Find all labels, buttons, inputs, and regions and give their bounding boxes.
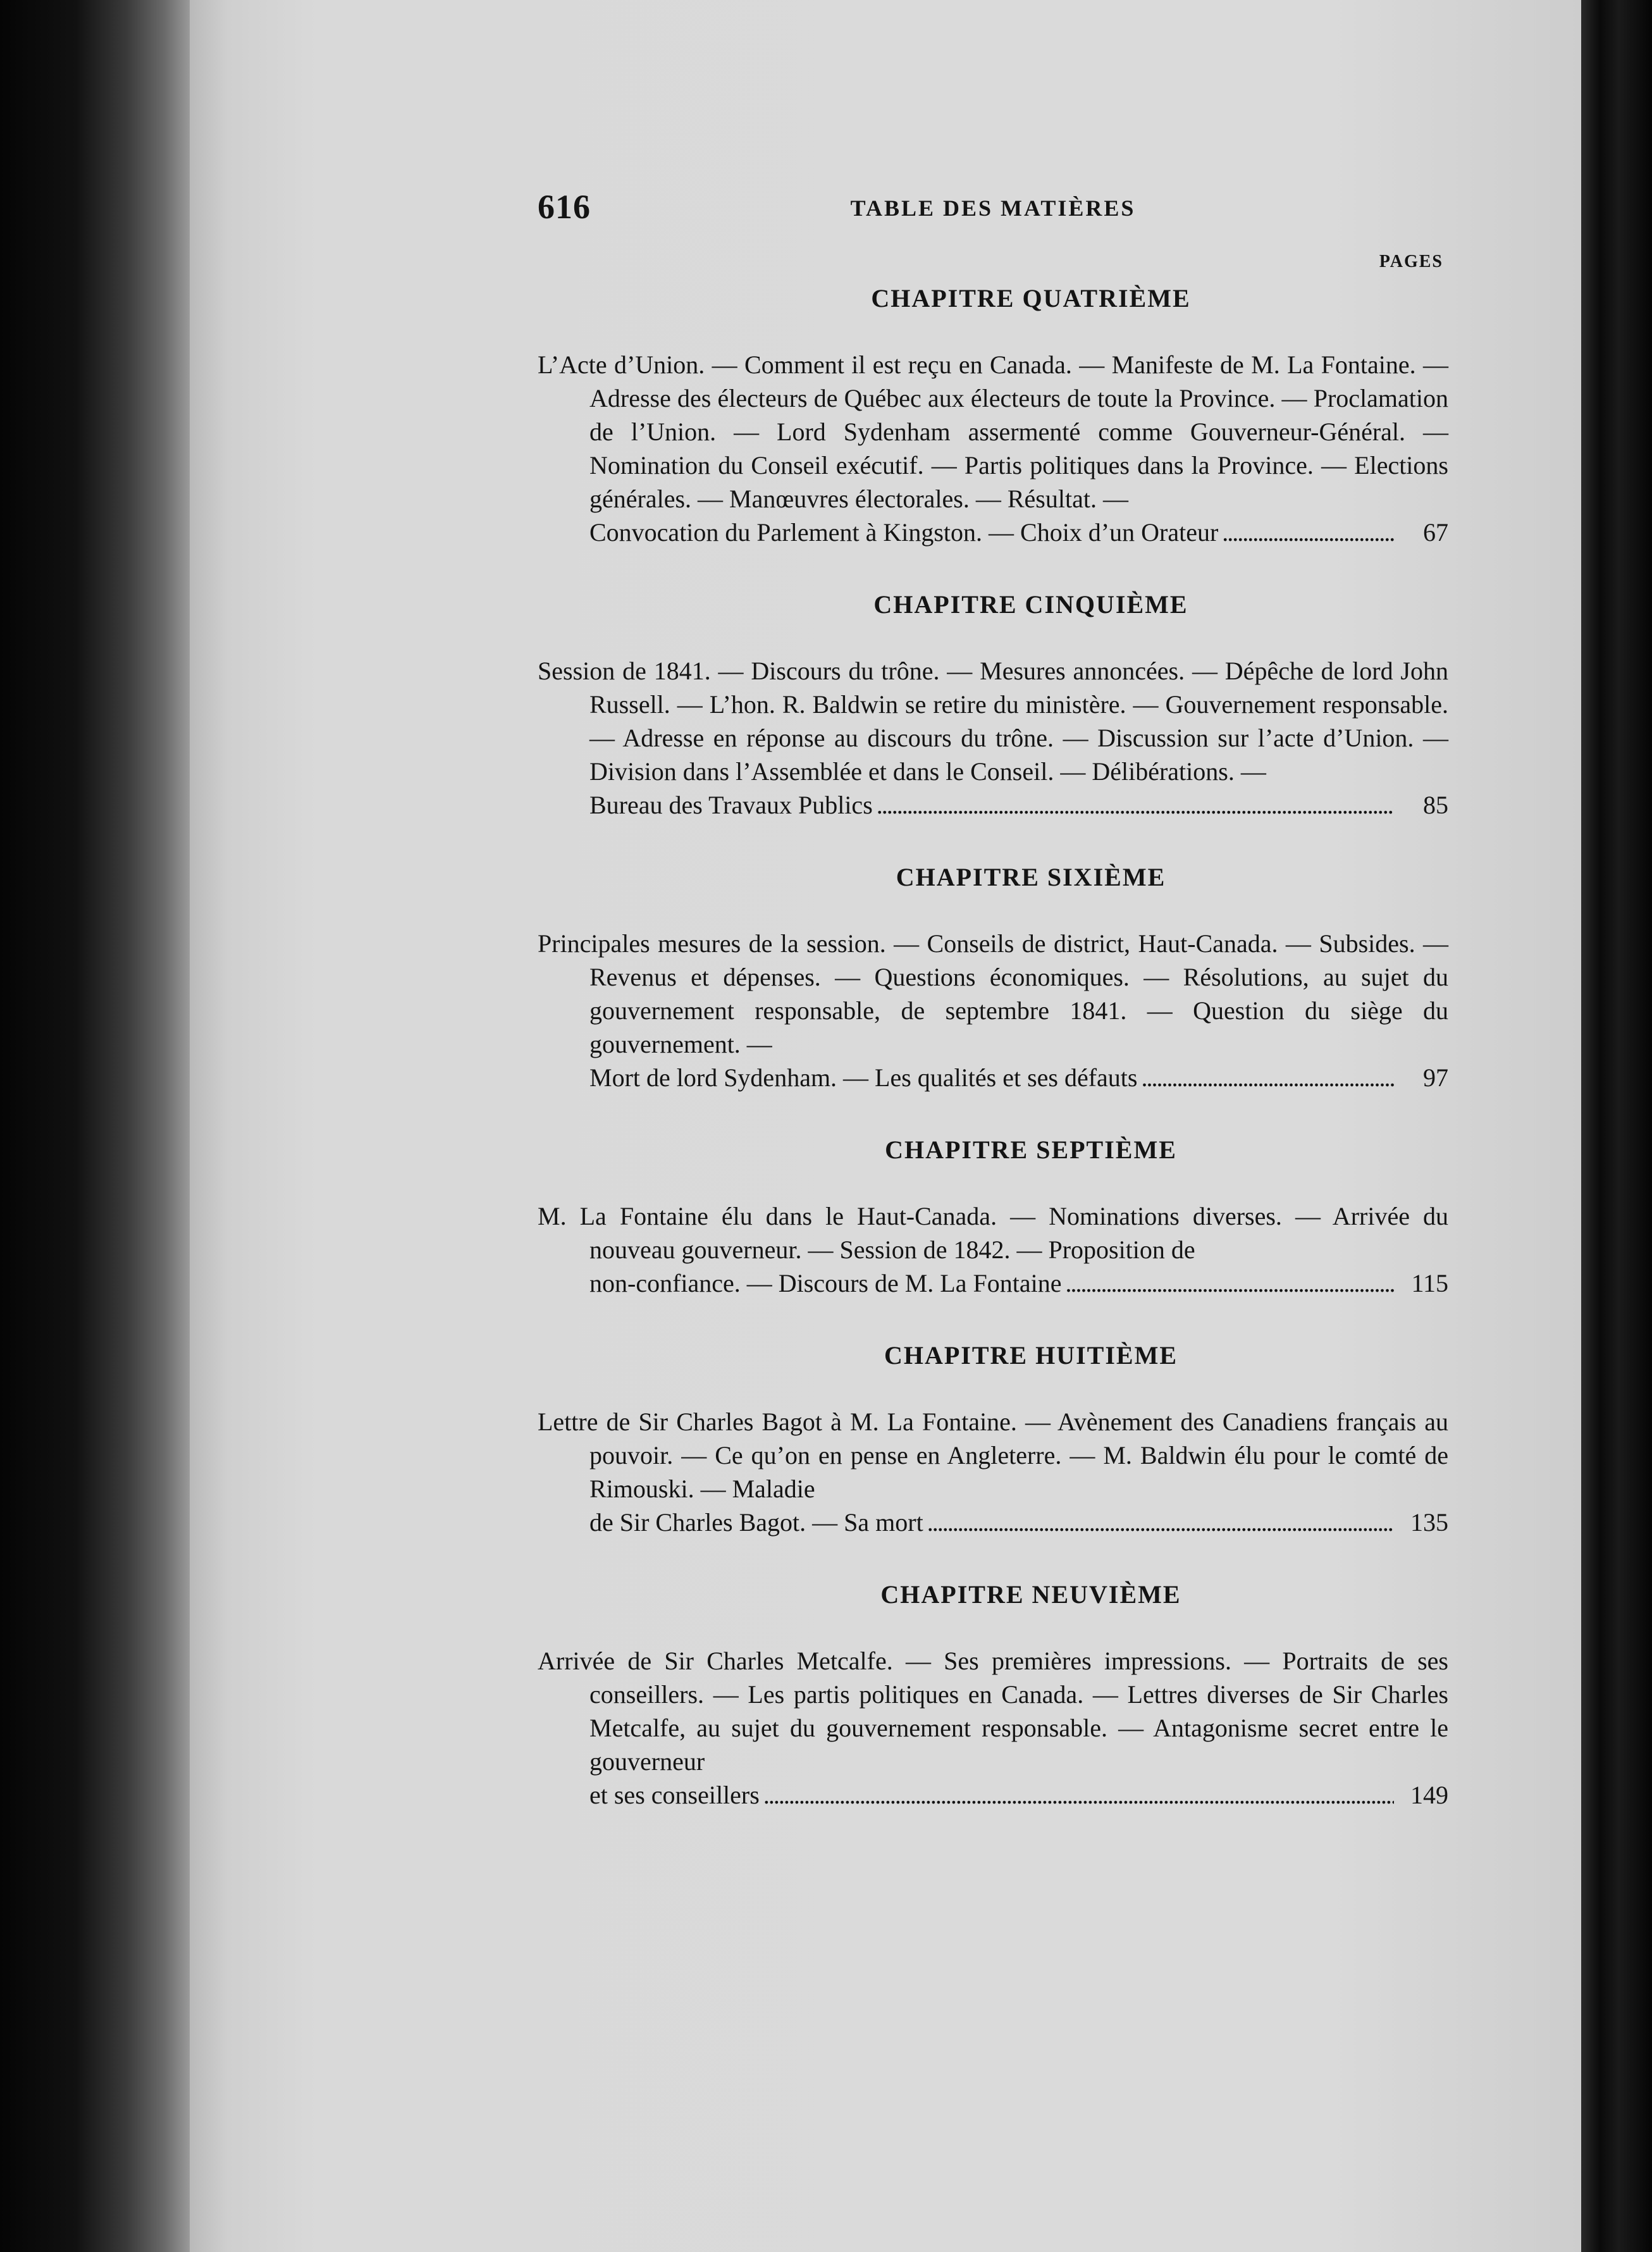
toc-chapter-4 — [538, 278, 1448, 549]
toc-chapter-8 — [538, 1335, 1448, 1539]
running-title: TABLE DES MATIÈRES — [850, 195, 1136, 221]
chapter-title: CHAPITRE SIXIÈME — [896, 863, 1166, 891]
chapter-summary-last-line — [589, 516, 1448, 549]
chapter-summary — [538, 927, 1448, 1094]
chapter-summary-text: M. La Fontaine élu dans le Haut-Canada. — Nominations diverses. — Arrivée du nouveau gouverneur. — Session de 1842. — Proposition de — [538, 1202, 1448, 1264]
chapter-summary-last-text: Convocation du Parlement à Kingston. — Choix d’un Orateur — [589, 518, 1219, 547]
page-header — [538, 187, 1448, 225]
chapter-summary-text: Principales mesures de la session. — Conseils de district, Haut-Canada. — Subsides. — Revenus et dépenses. — Questions économiques. — Résolutions, au sujet du gouvernement responsable, de septembre 1841. — Question du siège du gouvernement. — — [538, 929, 1448, 1058]
chapter-summary-text: L’Acte d’Union. — Comment il est reçu en Canada. — Manifeste de M. La Fontaine. — Adresse des électeurs de Québec aux électeurs de toute la Province. — Proclamation de l’Union. — Lord Sydenham assermenté comme Gouverneur-Général. — Nomination du Conseil exécutif. — Partis politiques dans la Province. — Elections générales. — Manœuvres électorales. — Résultat. — — [538, 350, 1448, 513]
chapter-page-ref: 115 — [1411, 1269, 1448, 1297]
chapter-title: CHAPITRE SEPTIÈME — [885, 1135, 1177, 1164]
chapter-summary-last-line — [589, 1266, 1448, 1300]
chapter-page-ref: 85 — [1423, 791, 1448, 819]
chapter-summary-last-text: Bureau des Travaux Publics — [589, 791, 873, 819]
chapter-summary — [538, 1644, 1448, 1812]
chapter-summary-last-text: et ses conseillers — [589, 1781, 760, 1809]
chapter-summary — [538, 1199, 1448, 1300]
dot-leader — [1141, 1061, 1394, 1094]
chapter-summary-text: Lettre de Sir Charles Bagot à M. La Fontaine. — Avènement des Canadiens français au pouvoir. — Ce qu’on en pense en Angleterre. — M. Baldwin élu pour le comté de Rimouski. — Maladie — [538, 1408, 1448, 1503]
page-number: 616 — [538, 188, 591, 226]
chapter-page-ref: 135 — [1410, 1508, 1448, 1537]
dot-leader — [1222, 516, 1394, 549]
dot-leader — [927, 1506, 1394, 1539]
chapter-page-ref: 97 — [1423, 1063, 1448, 1092]
chapter-title: CHAPITRE HUITIÈME — [884, 1341, 1178, 1370]
chapter-summary-last-line — [589, 1778, 1448, 1812]
chapter-summary-last-line — [589, 1061, 1448, 1094]
chapter-summary — [538, 1405, 1448, 1539]
chapter-title: CHAPITRE CINQUIÈME — [873, 590, 1188, 619]
toc-chapter-6 — [538, 857, 1448, 1094]
chapter-page-ref: 67 — [1423, 518, 1448, 547]
chapter-summary — [538, 348, 1448, 549]
dot-leader — [877, 788, 1394, 822]
chapter-summary — [538, 654, 1448, 822]
chapter-summary-last-line — [589, 788, 1448, 822]
chapter-summary-last-text: non-confiance. — Discours de M. La Fontaine — [589, 1269, 1062, 1297]
pages-column-label: PAGES — [1379, 252, 1443, 271]
chapter-summary-last-text: de Sir Charles Bagot. — Sa mort — [589, 1508, 923, 1537]
chapter-page-ref: 149 — [1410, 1781, 1448, 1809]
chapter-summary-last-text: Mort de lord Sydenham. — Les qualités et ses défauts — [589, 1063, 1138, 1092]
dot-leader — [1065, 1266, 1394, 1300]
dot-leader — [763, 1778, 1394, 1812]
chapter-summary-text: Session de 1841. — Discours du trône. — Mesures annoncées. — Dépêche de lord John Russell. — L’hon. R. Baldwin se retire du ministère. — Gouvernement responsable. — Adresse en réponse au discours du trône. — Discussion sur l’acte d’Union. — Division dans l’Assemblée et dans le Conseil. — Délibérations. — — [538, 657, 1448, 786]
table-of-contents — [538, 278, 1448, 1847]
toc-chapter-9 — [538, 1575, 1448, 1812]
page-edge-shadow — [1581, 0, 1652, 2252]
chapter-title: CHAPITRE NEUVIÈME — [880, 1580, 1181, 1609]
toc-chapter-7 — [538, 1130, 1448, 1300]
chapter-title: CHAPITRE QUATRIÈME — [871, 284, 1191, 312]
chapter-summary-last-line — [589, 1506, 1448, 1539]
chapter-summary-text: Arrivée de Sir Charles Metcalfe. — Ses premières impressions. — Portraits de ses conseillers. — Les partis politiques en Canada. — Lettres diverses de Sir Charles Metcalfe, au sujet du gouvernement responsable. — Antagonisme secret entre le gouverneur — [538, 1647, 1448, 1776]
toc-chapter-5 — [538, 585, 1448, 822]
book-spine-shadow — [0, 0, 190, 2252]
